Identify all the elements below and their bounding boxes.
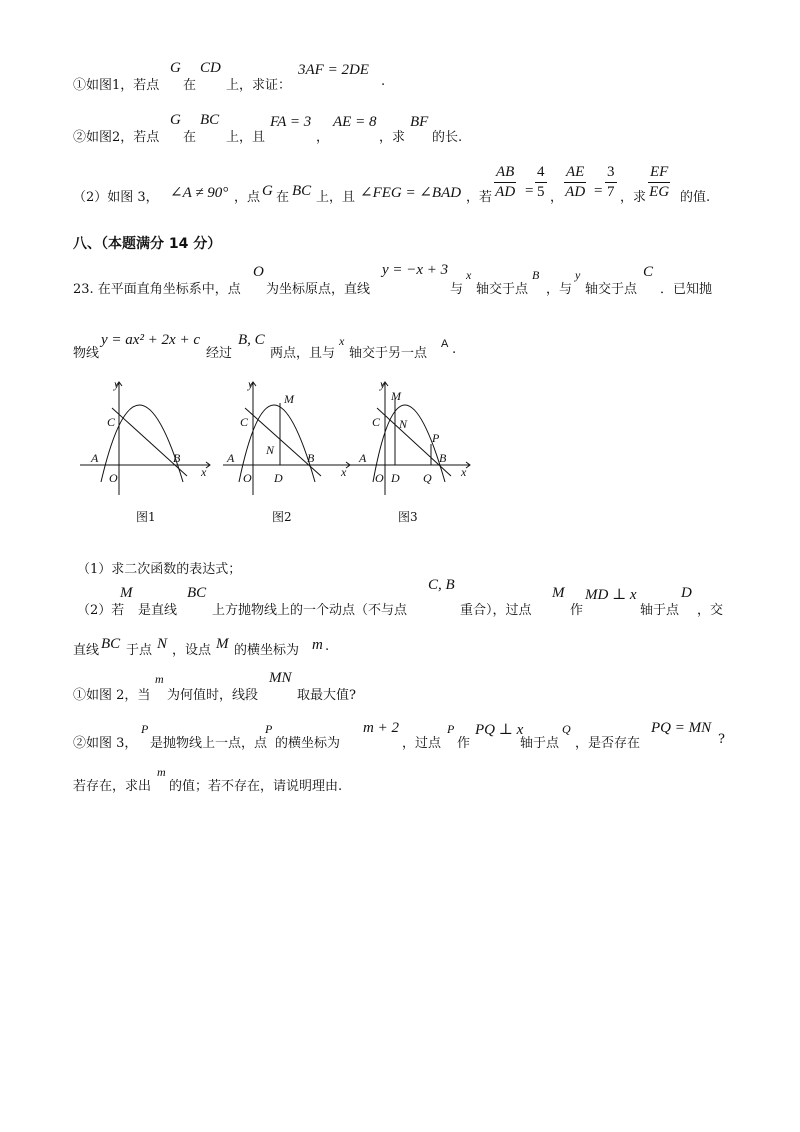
text: ? [718, 732, 725, 747]
equals-sign: = [594, 183, 603, 199]
text: 23. 在平面直角坐标系中，点 [73, 282, 241, 297]
math-equation: PQ = MN [651, 720, 712, 736]
math-var: M [216, 636, 229, 652]
text: ，若 [466, 190, 493, 205]
fig2-label-O: O [243, 471, 252, 485]
text: 的值. [680, 190, 711, 205]
text: ②如图 3， [73, 736, 138, 751]
math-vars: B, C [238, 332, 265, 348]
math-expression: m + 2 [363, 720, 399, 736]
math-equation: 3AF = 2DE [298, 62, 369, 78]
fig2-label-D: D [274, 471, 283, 485]
text: 在 [183, 78, 197, 93]
fig2-label-C: C [240, 415, 249, 429]
text: 取最大值? [297, 688, 356, 703]
q22-part-2-line [0, 160, 800, 210]
text: 轴于点 [520, 736, 560, 751]
math-var: m [157, 765, 166, 779]
math-var: P [265, 722, 273, 736]
figure-3 [350, 382, 470, 495]
text: 轴交于另一点 [349, 346, 428, 361]
line-bc-3 [377, 408, 451, 476]
section-heading: 八、（本题满分 14 分） [73, 236, 222, 252]
math-angle: ∠A ≠ 90° [170, 185, 229, 201]
fig1-label-y: y [114, 377, 120, 391]
text: 的值；若不存在，请说明理由. [169, 779, 343, 794]
text: ，求 [620, 190, 647, 205]
text: 为坐标原点，直线 [266, 282, 371, 297]
fig1-label-C: C [107, 415, 116, 429]
math-var: m [155, 672, 164, 686]
text: 为何值时，线段 [167, 688, 259, 703]
text: 与 [450, 282, 464, 297]
fig3-label-A: A [359, 451, 367, 465]
text: 两点，且与 [270, 346, 336, 361]
math-equation: FA = 3 [270, 114, 312, 130]
fig2-label-A: A [227, 451, 235, 465]
text: ， [316, 130, 330, 145]
fig3-label-y: y [380, 377, 386, 391]
math-var: Q [562, 722, 571, 736]
figure-caption-2: 图2 [272, 510, 292, 524]
fig3-label-x: x [461, 465, 467, 479]
fig3-label-P: P [432, 431, 440, 445]
text: 重合），过点 [460, 603, 532, 618]
equals-sign: = [525, 183, 534, 199]
fraction-ae-ad: $\frac{AE}{AD}$ [565, 164, 586, 200]
text: ，交 [697, 603, 724, 618]
q23-part-1: （1）求二次函数的表达式； [77, 562, 242, 577]
math-var: P [447, 722, 455, 736]
math-angle-equation: ∠FEG = ∠BAD [360, 185, 462, 201]
math-equation: y = ax² + 2x + c [101, 332, 200, 348]
text: 在 [183, 130, 197, 145]
math-var: B [532, 268, 540, 282]
fig3-label-B: B [439, 451, 447, 465]
math-var: G [170, 60, 181, 76]
q23-part-2-line [0, 577, 800, 618]
math-var: m [312, 637, 323, 653]
line-bc-1 [112, 408, 187, 476]
fig2-label-x: x [341, 465, 347, 479]
math-var: P [141, 722, 149, 736]
q22-part1-line [0, 60, 800, 93]
q23-line-1 [0, 262, 800, 297]
text: ①如图1，若点 [73, 78, 160, 93]
math-var: BC [200, 112, 220, 128]
text: ，过点 [402, 736, 442, 751]
math-var: MN [269, 670, 292, 686]
math-var: O [253, 264, 264, 280]
math-var: M [552, 585, 565, 601]
math-perp: PQ ⊥ x [475, 722, 524, 738]
text: 的横坐标为 [234, 643, 300, 658]
text: 轴于点 [640, 603, 680, 618]
fig2-label-M: M [284, 392, 294, 406]
math-perp: MD ⊥ x [585, 587, 637, 603]
text: ，点 [234, 190, 261, 205]
text: 上方抛物线上的一个动点（不与点 [212, 603, 408, 618]
q23-subpart-2-line [0, 720, 800, 750]
figure-1 [80, 382, 210, 495]
text: ， [550, 190, 564, 205]
math-var: G [170, 112, 181, 128]
figure-caption-3: 图3 [398, 510, 418, 524]
text: 上，且 [226, 130, 266, 145]
text: 直线 [73, 643, 100, 658]
math-var: D [681, 585, 692, 601]
math-var: BC [101, 636, 121, 652]
text: 上，求证： [226, 78, 292, 93]
q23-line-2 [0, 332, 800, 362]
math-equation: y = −x + 3 [382, 262, 449, 278]
text: 作 [457, 736, 471, 751]
text: ，求 [379, 130, 406, 145]
q23-subpart-2-line-b [0, 765, 800, 795]
text: 上，且 [316, 190, 356, 205]
math-var: N [157, 636, 168, 652]
text: 在 [276, 190, 290, 205]
text: ．已知抛 [660, 282, 713, 297]
math-var: x [339, 334, 345, 348]
math-var: CD [200, 60, 221, 76]
fraction-ab-ad: $\frac{AB}{AD}$ [495, 164, 516, 200]
fig2-label-N: N [266, 443, 275, 457]
text: 作 [570, 603, 584, 618]
text: 轴交于点 [476, 282, 529, 297]
text: ，设点 [172, 643, 212, 658]
fig3-label-N: N [399, 417, 408, 431]
text: 的长. [432, 130, 463, 145]
fig1-label-B: B [173, 451, 181, 465]
math-var: C [643, 264, 654, 280]
math-equation: AE = 8 [333, 114, 377, 130]
text: . [325, 639, 330, 654]
math-var: A [441, 338, 449, 350]
fig3-label-D: D [391, 471, 400, 485]
text: ②如图2，若点 [73, 130, 160, 145]
fraction-ef-eg: $\frac{EF}{EG}$ [649, 164, 670, 200]
math-var: G [262, 183, 273, 199]
math-var: BF [410, 114, 429, 130]
fig2-label-B: B [307, 451, 315, 465]
text: 的横坐标为 [275, 736, 341, 751]
q23-part-2-line-b [0, 633, 800, 663]
fig3-label-M: M [391, 389, 401, 403]
fig1-label-O: O [109, 471, 118, 485]
text: （2）若 [77, 603, 125, 618]
fig3-label-C: C [372, 415, 381, 429]
math-var: BC [187, 585, 207, 601]
math-var: x [466, 268, 472, 282]
text: ，是否存在 [575, 736, 641, 751]
fig3-label-O: O [375, 471, 384, 485]
fig2-label-y: y [248, 377, 254, 391]
text: ①如图 2，当 [73, 688, 151, 703]
text: （2）如图 3， [73, 190, 159, 205]
text: 于点 [126, 643, 153, 658]
text: . [381, 74, 386, 89]
text: 物线 [73, 346, 100, 361]
math-vars: C, B [428, 577, 455, 593]
text: ，与 [546, 282, 573, 297]
text: 是直线 [138, 603, 178, 618]
fraction-value: $\frac{4}{5}$ [537, 164, 545, 200]
math-var: BC [292, 183, 312, 199]
text: 若存在，求出 [73, 779, 152, 794]
text: 是抛物线上一点，点 [150, 736, 268, 751]
fig3-label-Q: Q [423, 471, 432, 485]
fraction-value: $\frac{3}{7}$ [607, 164, 615, 200]
text: 经过 [206, 346, 233, 361]
q23-subpart-1-line [0, 670, 800, 703]
fig1-label-x: x [201, 465, 207, 479]
figures-group [75, 370, 495, 500]
math-var: y [575, 268, 581, 282]
figure-caption-1: 图1 [136, 510, 156, 524]
q22-part2-line [0, 112, 800, 145]
text: . [452, 342, 457, 357]
text: 轴交于点 [585, 282, 638, 297]
math-var: M [120, 585, 133, 601]
line-bc-2 [245, 408, 321, 476]
fig1-label-A: A [91, 451, 99, 465]
